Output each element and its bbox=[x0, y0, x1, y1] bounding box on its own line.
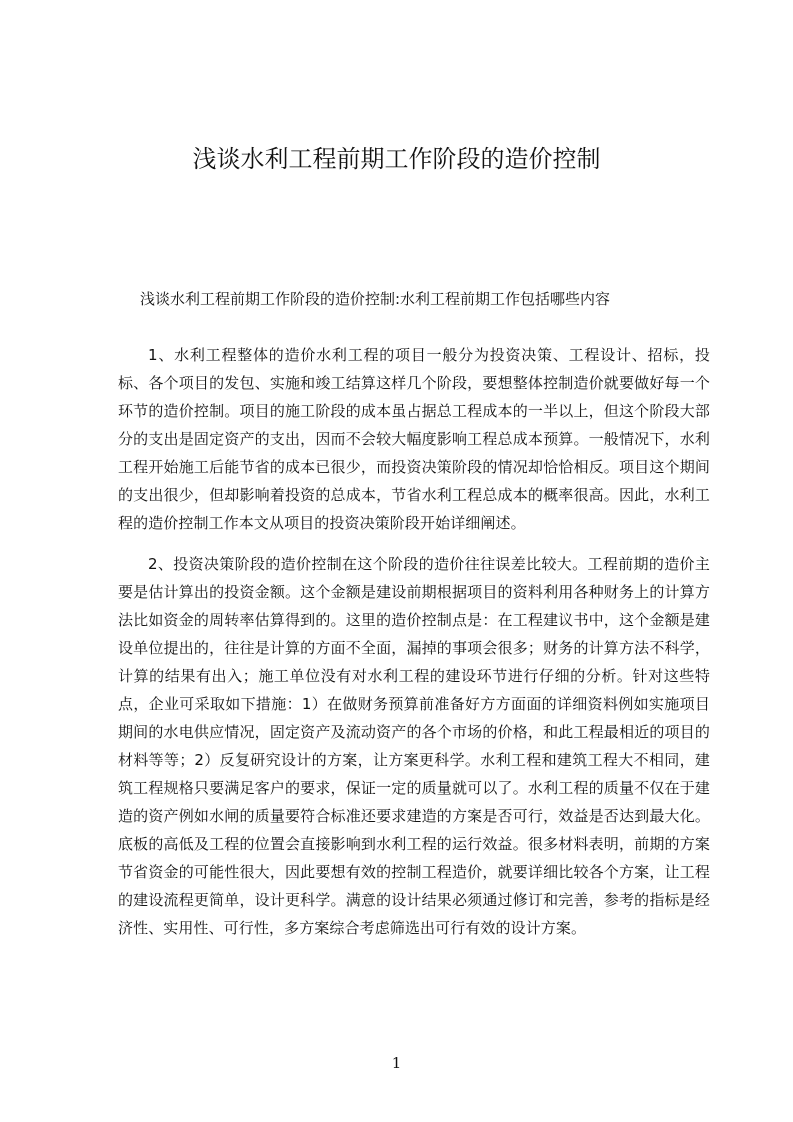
page-number: 1 bbox=[391, 1054, 402, 1072]
document-subtitle: 浅谈水利工程前期工作阶段的造价控制:水利工程前期工作包括哪些内容 bbox=[140, 290, 611, 308]
paragraph-1: 1、水利工程整体的造价水利工程的项目一般分为投资决策、工程设计、招标，投标、各个项目的发包、实施和竣工结算这样几个阶段，要想整体控制造价就要做好每一个环节的造价控制。项目的施工阶段的成本虽占据总工程成本的一半以上，但这个阶段大部分的支出是固定资产的支出，因而不会较大幅度影响工程总成本预算。一般情况下，水利工程开始施工后能节省的成本已很少，而投资决策阶段的情况却恰恰相反。项目这个期间的支出很少，但却影响着投资的总成本，节省水利工程总成本的概率很高。因此，水利工程的造价控制工作本文从项目的投资决策阶段开始详细阐述。 bbox=[118, 346, 710, 532]
paragraph-2: 2、投资决策阶段的造价控制在这个阶段的造价往往误差比较大。工程前期的造价主要是估计算出的投资金额。这个金额是建设前期根据项目的资料利用各种财务上的计算方法比如资金的周转率估算得到的。这里的造价控制点是：在工程建议书中，这个金额是建设单位提出的，往往是计算的方面不全面，漏掉的事项会很多；财务的计算方法不科学，计算的结果有出入；施工单位没有对水利工程的建设环节进行仔细的分析。针对这些特点，企业可采取如下措施：1）在做财务预算前准备好方方面面的详细资料例如实施项目期间的水电供应情况，固定资产及流动资产的各个市场的价格，和此工程最相近的项目的材料等等；2）反复研究设计的方案，让方案更科学。水利工程和建筑工程大不相同，建筑工程规格只要满足客户的要求，保证一定的质量就可以了。水利工程的质量不仅在于建造的资产例如水闸的质量要符合标准还要求建造的方案是否可行，效益是否达到最大化。底板的高低及工程的位置会直接影响到水利工程的运行效益。很多材料表明，前期的方案节省资金的可能性很大，因此要想有效的控制工程造价，就要详细比较各个方案，让工程的建设流程更简单，设计更科学。满意的设计结果必须通过修订和完善，参考的指标是经济性、实用性、可行性，多方案综合考虑筛选出可行有效的设计方案。 bbox=[118, 555, 710, 937]
document-title: 浅谈水利工程前期工作阶段的造价控制 bbox=[192, 145, 601, 173]
